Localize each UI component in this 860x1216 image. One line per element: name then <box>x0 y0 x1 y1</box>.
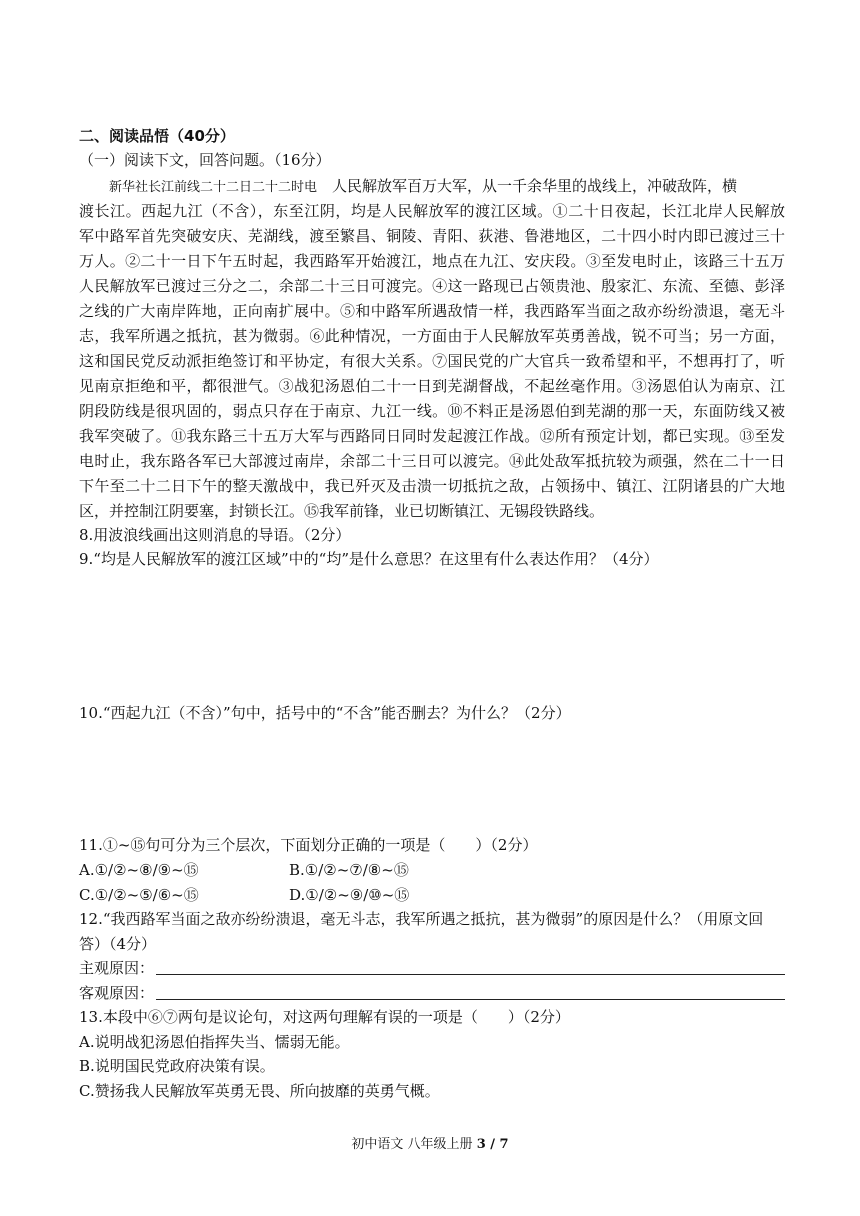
page-number: 3 / 7 <box>476 1137 509 1152</box>
question-12-line1: 12.“我西路军当面之敌亦纷纷溃退，毫无斗志，我军所遇之抵抗，甚为微弱”的原因是什么？（用原文回 <box>79 910 764 928</box>
article-first-line <box>109 176 737 198</box>
article-line: 阴段防线是很巩固的，弱点只存在于南京、九江一线。⑩不料正是汤恩伯到芜湖的那一天，东面防线又被 <box>79 402 785 420</box>
q12-objective-answer-line[interactable] <box>156 983 785 1000</box>
q11-option-a: A.①/②~⑧/⑨~⑮ <box>79 861 199 879</box>
section-title: 二、阅读品悟（40分） <box>79 127 235 145</box>
q13-option-b: B.说明国民党政府决策有误。 <box>79 1057 275 1075</box>
article-line: 下午至二十二日下午的整天激战中，我已歼灭及击溃一切抵抗之敌，占领扬中、镇江、江阴诸县的广大地 <box>79 477 785 495</box>
article-line: 我军突破了。⑪我东路三十五万大军与西路同日同时发起渡江作战。⑫所有预定计划，都已实现。⑬至发 <box>79 427 785 445</box>
q11-option-c: C.①/②~⑤/⑥~⑮ <box>79 886 199 904</box>
question-9: 9.“均是人民解放军的渡江区域”中的“均”是什么意思？在这里有什么表达作用？（4分） <box>79 550 659 568</box>
article-line: 志，我军所遇之抵抗，甚为微弱。⑥此种情况，一方面由于人民解放军英勇善战，锐不可当；另一方面， <box>79 327 785 345</box>
article-line: 人民解放军百万大军，从一千余华里的战线上，冲破敌阵，横 <box>332 177 738 195</box>
q12-subjective-label: 主观原因： <box>79 959 155 977</box>
part-intro: （一）阅读下文，回答问题。（16分） <box>79 151 331 169</box>
article-line: 这和国民党反动派拒绝签订和平协定，有很大关系。⑦国民党的广大官兵一致希望和平，不想再打了，听 <box>79 352 785 370</box>
article-line: 万人。②二十一日下午五时起，我西路军开始渡江，地点在九江、安庆段。③至发电时止，该路三十五万 <box>79 252 785 270</box>
q13-option-a: A.说明战犯汤恩伯指挥失当、懦弱无能。 <box>79 1033 350 1051</box>
question-11: 11.①~⑮句可分为三个层次，下面划分正确的一项是（ ）（2分） <box>79 836 538 854</box>
article-line: 电时止，我东路各军已大部渡过南岸，余部二十三日可以渡完。⑭此处敌军抵抗较为顽强，然在二十一日 <box>79 452 785 470</box>
article-line: 之线的广大南岸阵地，正向南扩展中。⑤和中路军所遇敌情一样，我西路军当面之敌亦纷纷溃退，毫无斗 <box>79 302 785 320</box>
article-line: 见南京拒绝和平，都很泄气。③战犯汤恩伯二十一日到芜湖督战，不起丝毫作用。③汤恩伯认为南京、江 <box>79 377 785 395</box>
page-footer <box>0 1133 860 1152</box>
article-line: 区，并控制江阴要塞，封锁长江。⑮我军前锋，业已切断镇江、无锡段铁路线。 <box>79 502 605 520</box>
q13-option-c: C.赞扬我人民解放军英勇无畏、所向披靡的英勇气概。 <box>79 1082 440 1100</box>
q11-option-d: D.①/②~⑨/⑩~⑮ <box>289 886 410 904</box>
article-line: 军中路军首先突破安庆、芜湖线，渡至繁昌、铜陵、青阳、荻港、鲁港地区，二十四小时内即已渡过三十 <box>79 227 785 245</box>
question-12-line2: 答）（4分） <box>79 935 157 953</box>
question-13: 13.本段中⑥⑦两句是议论句，对这两句理解有误的一项是（ ）（2分） <box>79 1008 570 1026</box>
footer-text: 初中语文 八年级上册 <box>351 1137 477 1152</box>
q11-option-b: B.①/②~⑦/⑧~⑮ <box>289 861 409 879</box>
article-dateline: 新华社长江前线二十二日二十二时电 <box>109 180 318 195</box>
q12-objective-label: 客观原因： <box>79 984 155 1002</box>
question-10: 10.“西起九江（不含）”句中，括号中的“不含”能否删去？为什么？（2分） <box>79 704 571 722</box>
question-8: 8.用波浪线画出这则消息的导语。（2分） <box>79 526 351 544</box>
q12-subjective-answer-line[interactable] <box>156 958 785 975</box>
article-line: 渡长江。西起九江（不含），东至江阴，均是人民解放军的渡江区域。①二十日夜起，长江北岸人民解放 <box>79 202 785 220</box>
article-line: 人民解放军已渡过三分之二，余部二十三日可渡完。④这一路现已占领贵池、殷家汇、东流、至德、彭泽 <box>79 277 785 295</box>
